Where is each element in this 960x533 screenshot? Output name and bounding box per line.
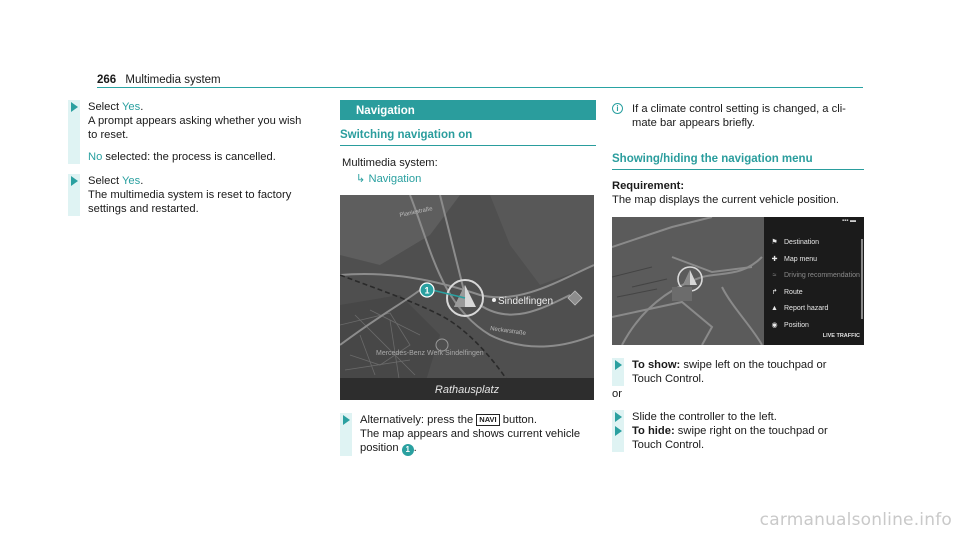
path-item: Navigation (368, 173, 422, 185)
map-callout-number: 1 (424, 285, 430, 296)
step-arrow-icon (343, 415, 350, 425)
menu-item-label: Driving recommendation (784, 272, 860, 280)
signal-icon: ▪▪▪ ▬ (841, 218, 856, 224)
column-middle (340, 100, 596, 456)
live-traffic-label: LIVE TRAFFIC (822, 333, 860, 339)
step-arrow-icon (71, 102, 78, 112)
menu-item-label: Map menu (784, 255, 818, 263)
step-arrow-icon (615, 412, 622, 422)
navigation-menu-panel (764, 217, 864, 345)
step-text: . (140, 175, 144, 187)
navigation-map-image (340, 195, 594, 400)
step-slide-controller (612, 410, 864, 424)
requirement (612, 179, 864, 207)
info-text: mate bar appears briefly. (632, 117, 755, 129)
step-text: Touch Control. (632, 373, 705, 385)
option-yes: Yes (122, 175, 141, 187)
step-to-show (612, 358, 864, 386)
status-bar (764, 217, 864, 225)
menu-item-map-menu[interactable] (764, 252, 864, 269)
menu-item-report-hazard[interactable] (764, 301, 864, 318)
plus-icon: ✚ (771, 255, 778, 263)
step-arrow-icon (615, 360, 622, 370)
step-select-yes-2 (68, 174, 320, 216)
step-text: settings and restarted. (88, 203, 199, 215)
menu-item-route[interactable] (764, 285, 864, 302)
step-select-yes-1 (68, 100, 320, 164)
menu-item-label: Position (784, 321, 809, 329)
navi-button-key: NAVI (476, 414, 499, 426)
step-text: Touch Control. (632, 439, 705, 451)
info-text: If a climate control setting is changed, a cli- (632, 103, 846, 115)
step-text: swipe left on the touchpad or (680, 359, 827, 371)
watermark-logo: carmanualsonline.info (759, 510, 952, 530)
or-text: or (612, 388, 622, 400)
section-title-bar: Navigation (340, 100, 596, 120)
step-text: . (140, 101, 144, 113)
map-poi-label: Mercedes-Benz Werk Sindelfingen (376, 350, 484, 357)
menu-item-destination[interactable] (764, 235, 864, 252)
info-icon: i (612, 103, 623, 114)
requirement-text: The map displays the current vehicle position. (612, 194, 839, 206)
map-road-label: Planiestraße (399, 206, 434, 219)
page-header (97, 73, 221, 87)
column-left (68, 100, 320, 216)
warning-icon: ▲ (771, 305, 778, 313)
column-right (612, 100, 864, 452)
step-text: Alternatively: press the (360, 414, 477, 426)
menu-item-label: Report hazard (784, 305, 829, 313)
menu-item-label: Route (784, 288, 803, 296)
requirement-label: Requirement: (612, 180, 685, 192)
route-icon: ↱ (771, 288, 778, 296)
path-label: Multimedia system: (342, 157, 438, 169)
step-bold: To show: (632, 359, 681, 371)
menu-item-driving-recommendation[interactable] (764, 268, 864, 285)
step-bold: To hide: (632, 425, 675, 437)
step-text: A prompt appears asking whether you wish (88, 115, 302, 127)
step-text: Slide the controller to the left. (632, 411, 777, 423)
page-number: 266 (97, 74, 117, 86)
step-text: Select (88, 175, 122, 187)
step-text: swipe right on the touchpad or (674, 425, 828, 437)
menu-scrollbar[interactable] (861, 239, 863, 319)
map-svg (340, 195, 594, 400)
subheading: Showing/hiding the navigation menu (612, 152, 864, 170)
step-text: The multimedia system is reset to factory (88, 189, 292, 201)
step-text: to reset. (88, 129, 129, 141)
step-text: Select (88, 101, 122, 113)
step-text: button. (499, 414, 537, 426)
step-text: selected: the process is cancelled. (102, 151, 276, 163)
path-arrow-icon: ↳ (356, 173, 366, 185)
step-text: position (360, 442, 402, 454)
step-text: The map appears and shows current vehicle (360, 428, 581, 440)
step-arrow-icon (615, 426, 622, 436)
step-to-hide (612, 424, 864, 452)
map-town-label: Sindelfingen (498, 296, 554, 307)
step-text: . (413, 442, 417, 454)
map-street-label: Rathausplatz (434, 384, 500, 396)
callout-badge: 1 (402, 444, 414, 456)
flag-icon: ⚑ (771, 239, 778, 247)
position-icon: ◉ (771, 321, 778, 329)
menu-item-label: Destination (784, 239, 820, 247)
map-road-label: Neckarstraße (489, 326, 527, 337)
section-title: Multimedia system (125, 74, 221, 86)
step-arrow-icon (71, 176, 78, 186)
step-press-navi (340, 413, 596, 456)
option-no: No (88, 151, 103, 163)
menu-path (340, 156, 596, 186)
header-rule (97, 87, 863, 88)
info-note (612, 102, 864, 130)
subheading: Switching navigation on (340, 128, 596, 146)
wave-icon: ≈ (772, 272, 777, 280)
option-yes: Yes (122, 101, 141, 113)
navigation-menu-image (612, 217, 864, 345)
